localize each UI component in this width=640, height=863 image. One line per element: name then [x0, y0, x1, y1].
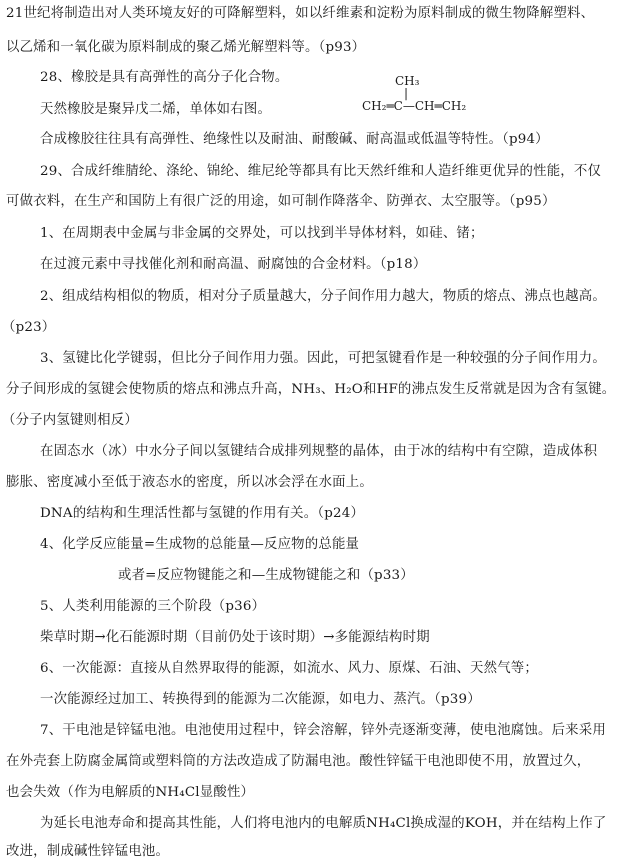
text-line: 为延长电池寿命和提高其性能，人们将电池内的电解质NH₄Cl换成湿的KOH，并在结构上作了 [40, 816, 607, 831]
text-line: 在固态水（冰）中水分子间以氢键结合成排列规整的晶体，由于冰的结构中有空隙，造成体积 [40, 444, 598, 459]
text-line: 一次能源经过加工、转换得到的能源为二次能源，如电力、蒸汽。（p39） [40, 692, 481, 707]
text-line: 可做衣料，在生产和国防上有很广泛的用途，如可制作降落伞、防弹衣、太空服等。（p95） [6, 194, 556, 209]
text-line: 4、化学反应能量=生成物的总能量—反应物的总能量 [40, 537, 360, 552]
text-line: DNA的结构和生理活性都与氢键的作用有关。（p24） [40, 506, 365, 521]
text-line: 合成橡胶往往具有高弹性、绝缘性以及耐油、耐酸碱、耐高温或低温等特性。（p94） [40, 132, 549, 147]
text-line: 1、在周期表中金属与非金属的交界处，可以找到半导体材料，如硅、锗； [40, 226, 484, 241]
text-line: 天然橡胶是聚异戊二烯，单体如右图。 [40, 102, 272, 117]
text-line: 柴草时期→化石能源时期（目前仍处于该时期）→多能源结构时期 [40, 630, 430, 645]
text-line: 21世纪将制造出对人类环境友好的可降解塑料，如以纤维素和淀粉为原料制成的微生物降解塑料、 [6, 6, 595, 21]
text-line: （p23） [2, 320, 56, 335]
text-line: 膨胀、密度减小至低于液态水的密度，所以冰会浮在水面上。 [6, 475, 373, 490]
text-line: 7、干电池是锌锰电池。电池使用过程中，锌会溶解，锌外壳逐渐变薄，使电池腐蚀。后来采用 [40, 723, 606, 738]
text-line: 在过渡元素中寻找催化剂和耐高温、耐腐蚀的合金材料。（p18） [40, 257, 427, 272]
text-line: （分子内氢键则相反） [2, 413, 138, 428]
text-line: 或者=反应物键能之和—生成物键能之和（p33） [118, 568, 414, 583]
text-line: 5、人类利用能源的三个阶段（p36） [40, 599, 266, 614]
text-line: 改进，制成碱性锌锰电池。 [6, 844, 170, 859]
text-line: 以乙烯和一氧化碳为原料制成的聚乙烯光解塑料等。（p93） [6, 40, 366, 55]
formula-vertical-bond: | [404, 86, 409, 100]
text-line: 3、氢键比化学键弱，但比分子间作用力强。因此，可把氢键看作是一种较强的分子间作用力。 [40, 351, 606, 366]
text-line: 29、合成纤维腈纶、涤纶、锦纶、维尼纶等都具有比天然纤维和人造纤维更优异的性能，不仅 [40, 164, 602, 179]
text-line: 分子间形成的氢键会使物质的熔点和沸点升高，NH₃、H₂O和HF的沸点发生反常就是因为含有氢键。 [6, 382, 616, 397]
text-line: 也会失效（作为电解质的NH₄Cl显酸性） [6, 785, 255, 800]
formula-methyl-group: CH₃ [395, 74, 420, 88]
isoprene-structure-formula [362, 74, 472, 118]
formula-main-chain: CH₂═C—CH═CH₂ [362, 99, 467, 113]
text-line: 28、橡胶是具有高弹性的高分子化合物。 [40, 70, 289, 85]
text-line: 2、组成结构相似的物质，相对分子质量越大，分子间作用力越大，物质的熔点、沸点也越高。 [40, 289, 606, 304]
text-line: 在外壳套上防腐金属筒或塑料筒的方法改造成了防漏电池。酸性锌锰干电池即使不用，放置过久， [6, 754, 591, 769]
text-line: 6、一次能源：直接从自然界取得的能源，如流水、风力、原煤、石油、天然气等； [40, 661, 538, 676]
